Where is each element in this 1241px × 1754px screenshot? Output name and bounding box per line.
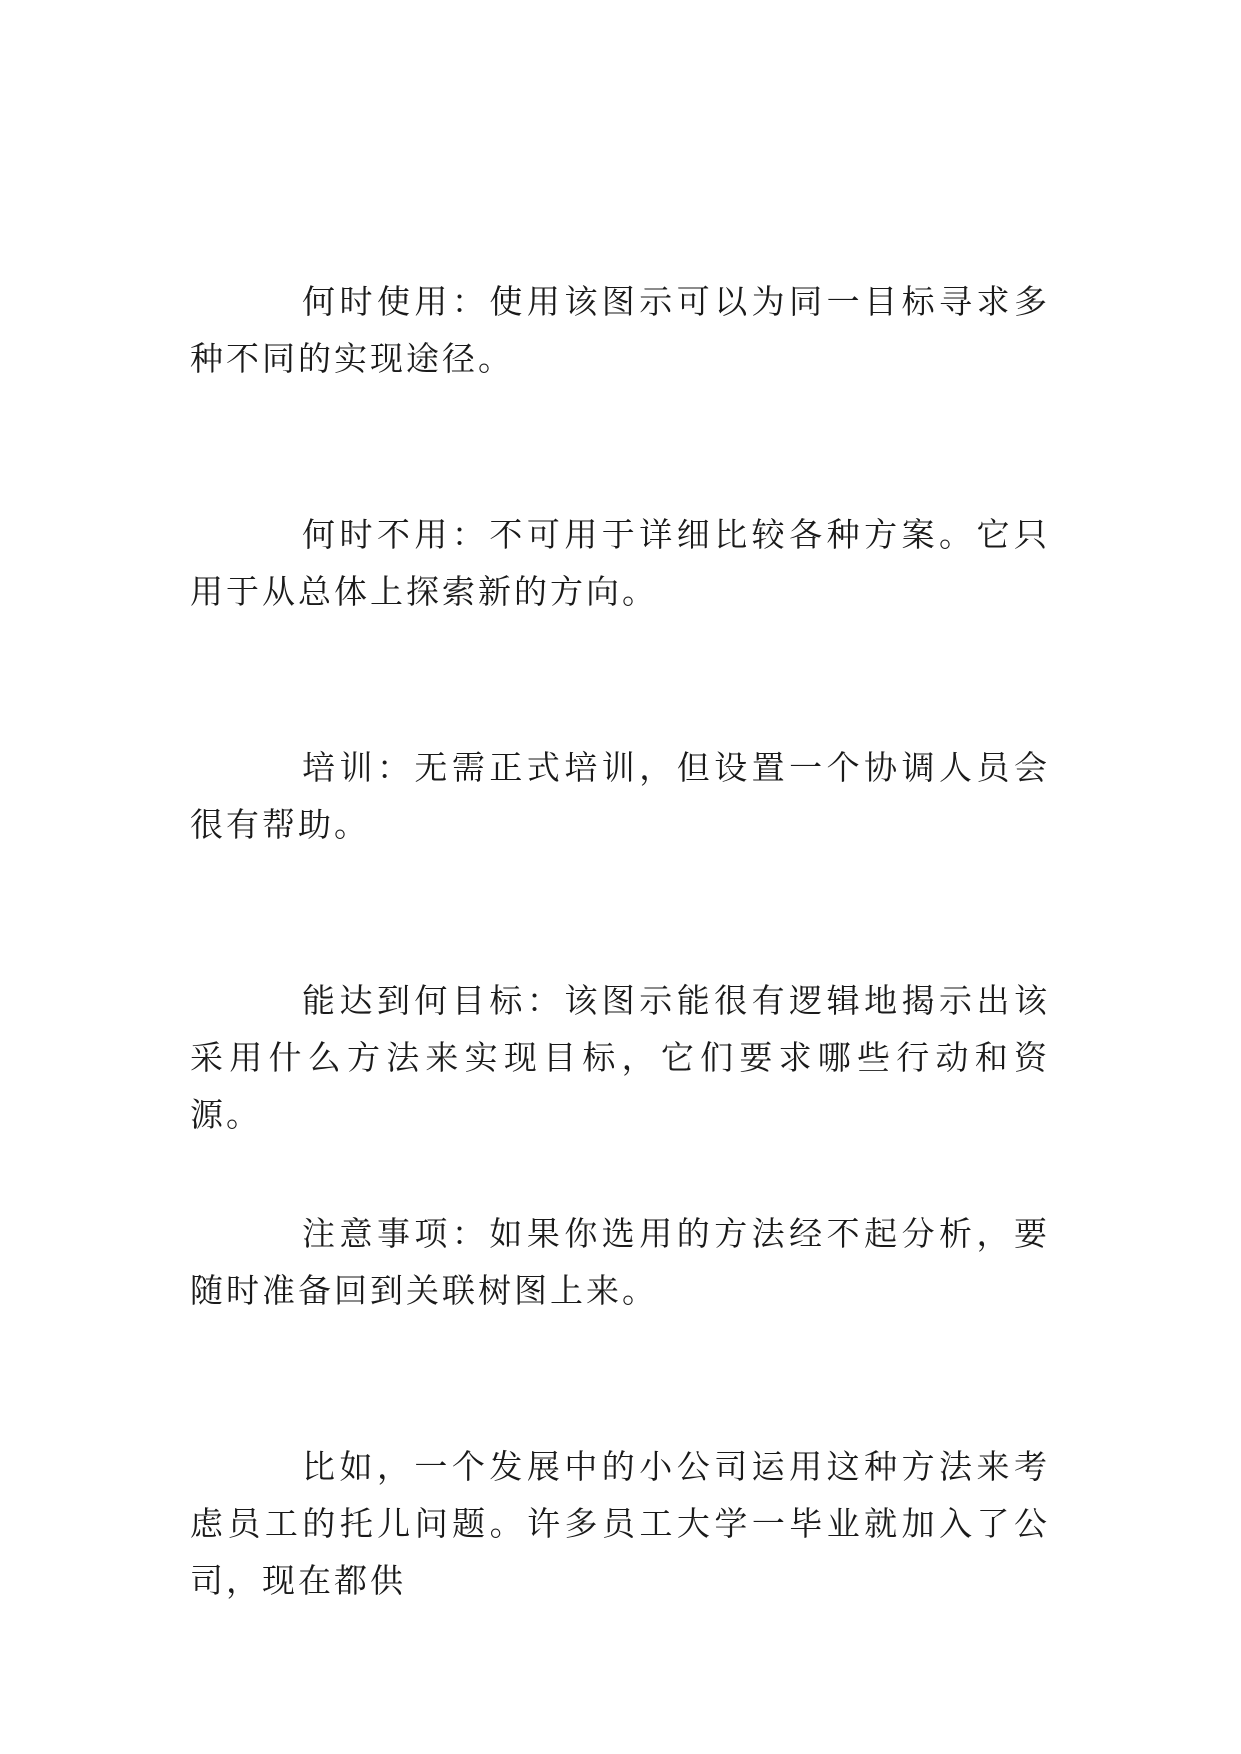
paragraph-when-to-use: 何时使用：使用该图示可以为同一目标寻求多种不同的实现途径。 [190,282,1050,378]
paragraph-goals: 能达到何目标：该图示能很有逻辑地揭示出该采用什么方法来实现目标，它们要求哪些行动和资源。 [190,981,1050,1134]
paragraph-when-not-to-use: 何时不用：不可用于详细比较各种方案。它只用于从总体上探索新的方向。 [190,515,1050,611]
paragraph-training: 培训：无需正式培训，但设置一个协调人员会很有帮助。 [190,748,1050,844]
paragraph-cautions: 注意事项：如果你选用的方法经不起分析，要随时准备回到关联树图上来。 [190,1214,1050,1310]
paragraph-example: 比如，一个发展中的小公司运用这种方法来考虑员工的托儿问题。许多员工大学一毕业就加入了公司，现在都供 [190,1447,1050,1600]
